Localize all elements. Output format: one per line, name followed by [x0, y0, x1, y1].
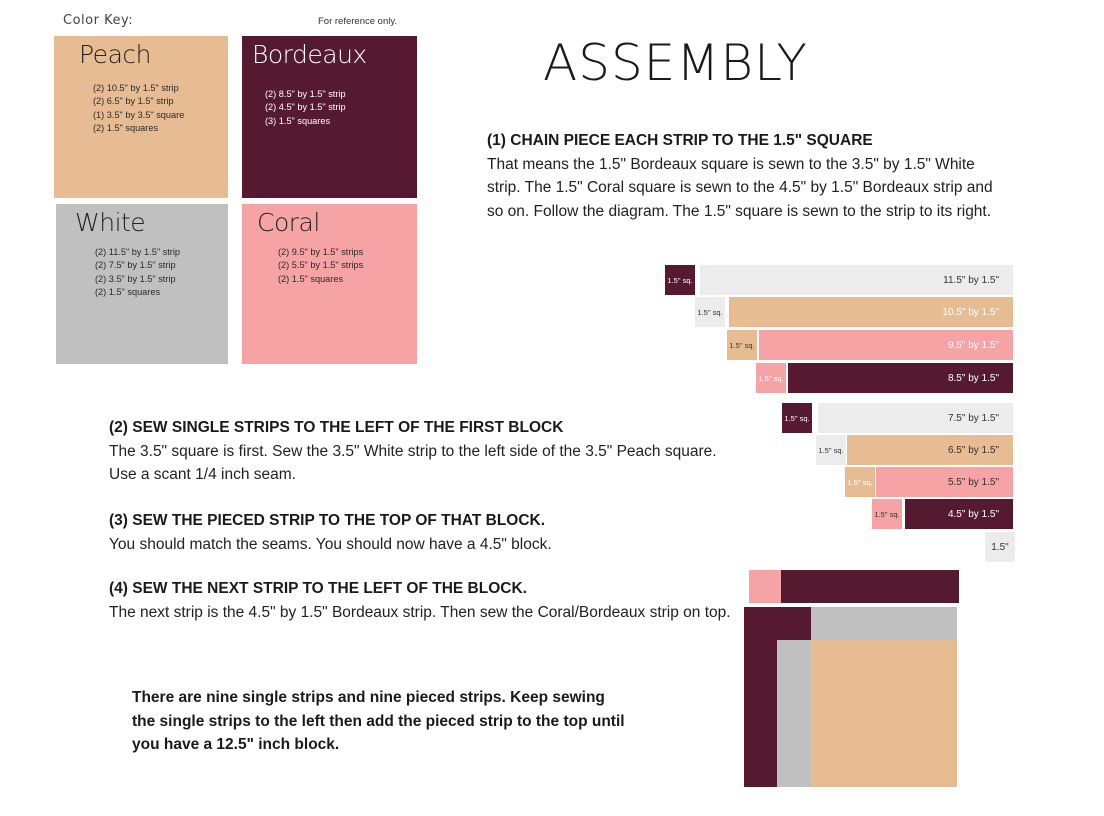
summary-note: There are nine single strips and nine pieced strips. Keep sewing the single strips to the left then add the pieced strip to the top until you have a 12.5" inch block.: [132, 689, 625, 753]
swatch-item: (2) 11.5" by 1.5" strip: [95, 247, 180, 257]
swatch-items: [93, 82, 184, 136]
step-title: (3) SEW THE PIECED STRIP TO THE TOP OF THAT BLOCK.: [109, 512, 546, 529]
chain-square: 1.5" sq.: [872, 499, 902, 529]
chain-strip: 7.5" by 1.5": [818, 403, 1013, 433]
step-body: The next strip is the 4.5" by 1.5" Bordeaux strip. Then sew the Coral/Bordeaux strip on top.: [109, 603, 731, 621]
swatch-items: [265, 88, 346, 128]
swatch-item: (1) 3.5" by 3.5" square: [93, 109, 185, 120]
chain-square: 1.5" sq.: [727, 330, 757, 360]
chain-square: 1.5" sq.: [816, 435, 846, 465]
swatch-name: White: [75, 208, 146, 237]
chain-strip: 9.5" by 1.5": [759, 330, 1013, 360]
chain-strip: 8.5" by 1.5": [788, 363, 1013, 393]
swatch-item: (2) 6.5" by 1.5" strip: [93, 96, 174, 107]
chain-strip: 5.5" by 1.5": [876, 467, 1013, 497]
step-body: You should match the seams. You should now have a 4.5" block.: [109, 535, 552, 553]
block-bordeaux-square: [777, 607, 811, 640]
chain-square: 1.5" sq.: [756, 363, 786, 393]
chain-strip: 11.5" by 1.5": [700, 265, 1013, 295]
swatch-item: (2) 1.5" squares: [278, 273, 344, 284]
block-bordeaux-left-strip: [744, 607, 777, 787]
swatch-item: (2) 3.5" by 1.5" strip: [95, 273, 176, 284]
block-white-left-strip: [777, 640, 811, 787]
step-1: [487, 129, 1007, 223]
swatch-items: [95, 246, 180, 300]
swatch-item: (2) 1.5" squares: [93, 123, 159, 134]
chain-square: 1.5" sq.: [845, 467, 875, 497]
chain-strip: 6.5" by 1.5": [847, 435, 1013, 465]
step-title: (2) SEW SINGLE STRIPS TO THE LEFT OF THE FIRST BLOCK: [109, 419, 564, 436]
color-key-label: Color Key:: [63, 13, 134, 28]
swatch-item: (2) 10.5" by 1.5" strip: [93, 83, 179, 93]
reference-note: For reference only.: [318, 16, 398, 27]
swatch-item: (2) 1.5" squares: [95, 287, 161, 298]
block-coral-square: [749, 570, 781, 603]
step-title: (1) CHAIN PIECE EACH STRIP TO THE 1.5" SQUARE: [487, 132, 873, 149]
swatch-name: Peach: [79, 40, 151, 69]
page-title: ASSEMBLY: [543, 34, 808, 92]
swatch-bordeaux: [242, 36, 417, 198]
swatch-item: (2) 5.5" by 1.5" strips: [278, 260, 364, 271]
chain-square: 1.5" sq.: [665, 265, 695, 295]
step-body: The 3.5" square is first. Sew the 3.5" White strip to the left side of the 3.5" Peach square. Use a scant 1/4 inch seam.: [109, 442, 717, 483]
swatch-coral: [242, 204, 417, 364]
swatch-name: Coral: [257, 208, 320, 237]
block-peach-center: [811, 640, 957, 787]
chain-strip: 4.5" by 1.5": [905, 499, 1013, 529]
chain-square: 1.5": [985, 532, 1015, 562]
swatch-items: [278, 246, 363, 286]
step-4: [109, 577, 734, 624]
block-white-top-strip: [811, 607, 957, 640]
swatch-item: (2) 4.5" by 1.5" strip: [265, 102, 346, 113]
swatch-item: (2) 9.5" by 1.5" strips: [278, 247, 364, 257]
step-title: (4) SEW THE NEXT STRIP TO THE LEFT OF THE BLOCK.: [109, 580, 527, 597]
chain-square: 1.5" sq.: [695, 297, 725, 327]
swatch-item: (3) 1.5" squares: [265, 115, 331, 126]
chain-strip: 10.5" by 1.5": [729, 297, 1013, 327]
step-2: [109, 416, 734, 487]
chain-square: 1.5" sq.: [782, 403, 812, 433]
block-bordeaux-top-strip: [781, 570, 959, 603]
swatch-peach: [54, 36, 228, 198]
swatch-item: (2) 8.5" by 1.5" strip: [265, 89, 346, 99]
swatch-item: (2) 7.5" by 1.5" strip: [95, 260, 176, 271]
step-3: [109, 509, 734, 556]
swatch-name: Bordeaux: [252, 40, 367, 69]
step-body: That means the 1.5" Bordeaux square is sewn to the 3.5" by 1.5" White strip. The 1.5" Coral square is sewn to the 4.5" by 1.5" Bordeaux strip and so on. Follow the diagram. The 1.5" square is sewn to the strip to its right.: [487, 155, 993, 220]
swatch-white: [56, 204, 228, 364]
